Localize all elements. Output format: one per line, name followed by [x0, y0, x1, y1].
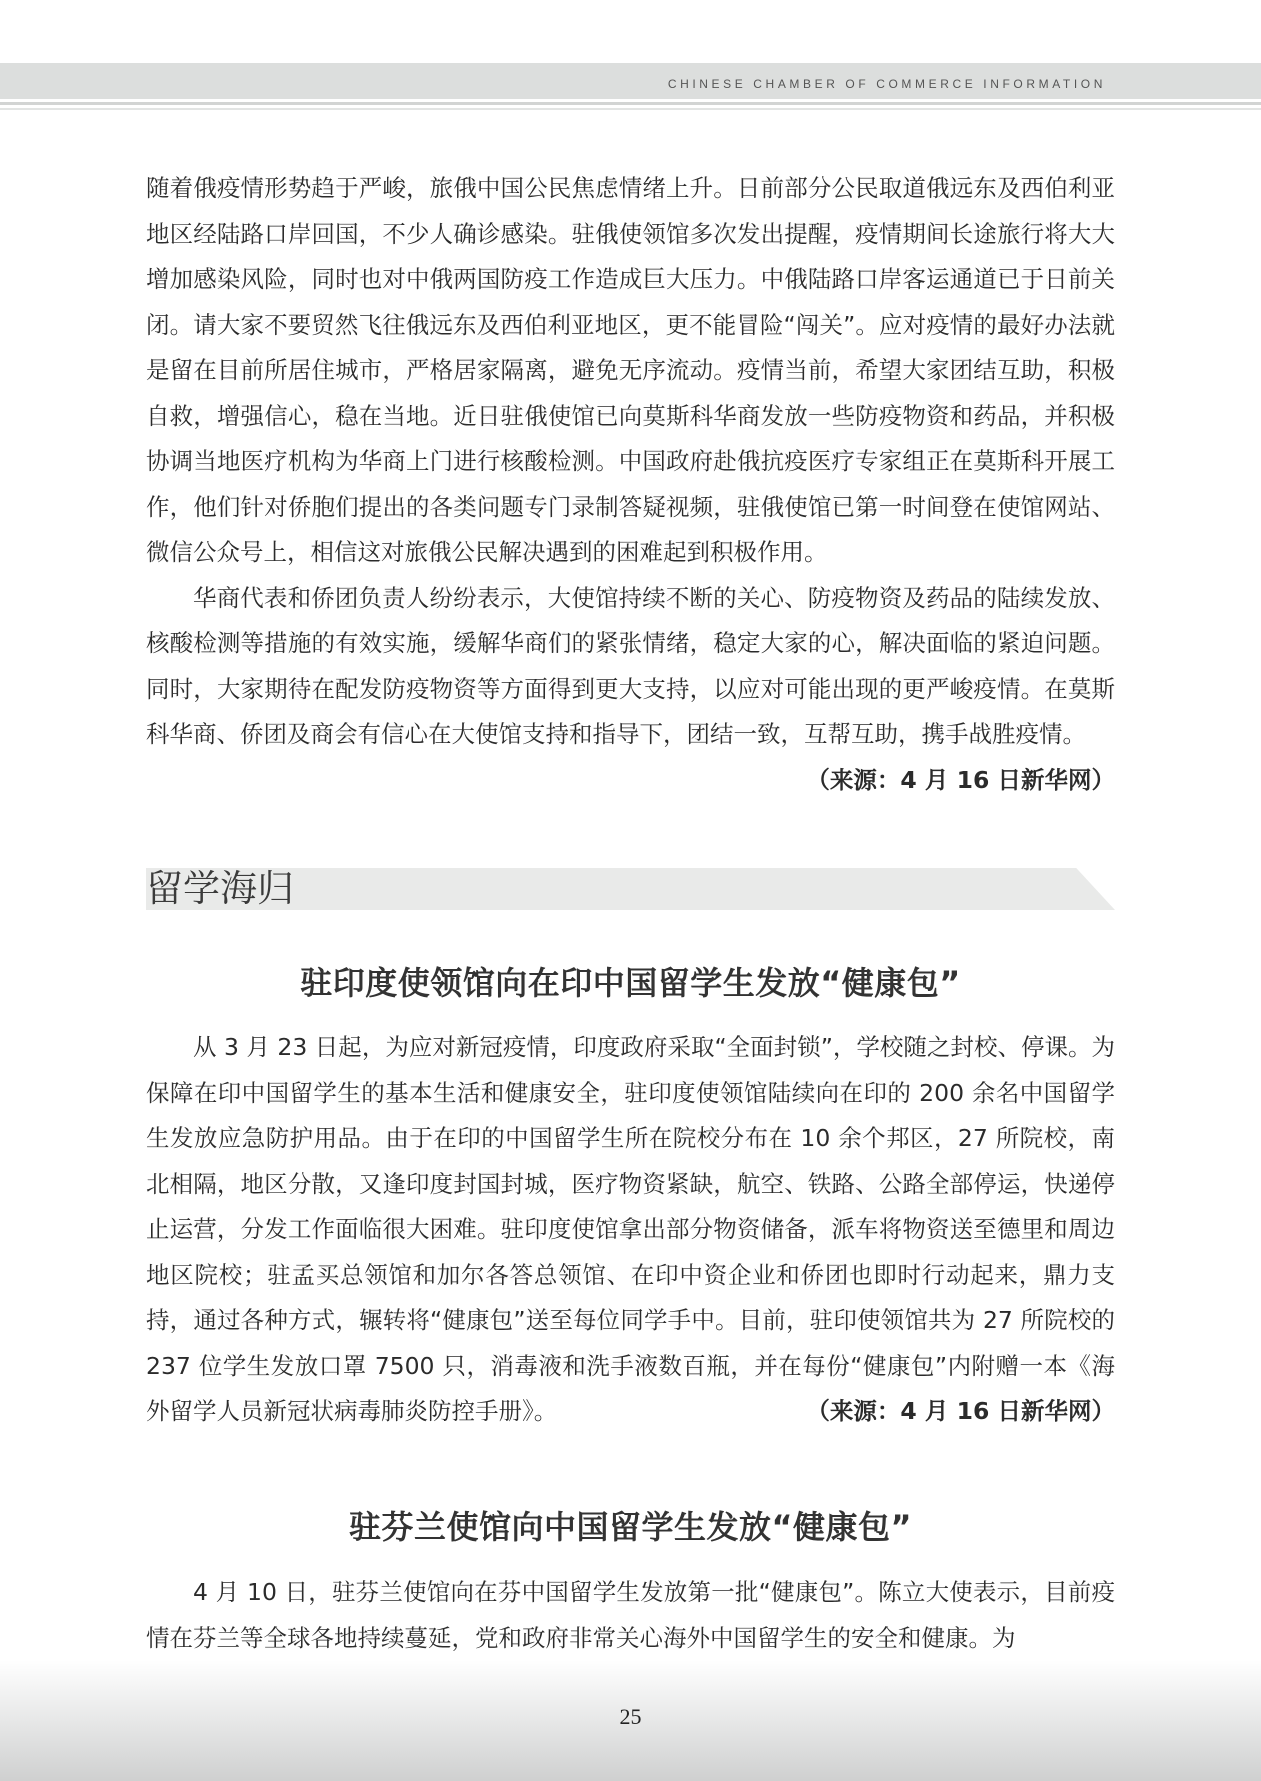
header-divider: [0, 102, 1261, 105]
paragraph: [146, 1025, 1115, 1435]
article-body: [146, 1025, 1115, 1435]
article-title: 驻印度使领馆向在印中国留学生发放“健康包”: [300, 964, 961, 1002]
page-number: 25: [619, 1704, 642, 1729]
previous-article-body: [146, 166, 1115, 803]
paragraph: 随着俄疫情形势趋于严峻，旅俄中国公民焦虑情绪上升。日前部分公民取道俄远东及西伯利亚地区经陆路口岸回国，不少人确诊感染。驻俄使领馆多次发出提醒，疫情期间长途旅行将大大增加感染风险，同时也对中俄两国防疫工作造成巨大压力。中俄陆路口岸客运通道已于日前关闭。请大家不要贸然飞往俄远东及西伯利亚地区，更不能冒险“闯关”。应对疫情的最好办法就是留在目前所居住城市，严格居家隔离，避免无序流动。疫情当前，希望大家团结互助，积极自救，增强信心，稳在当地。近日驻俄使馆已向莫斯科华商发放一些防疫物资和药品，并积极协调当地医疗机构为华商上门进行核酸检测。中国政府赴俄抗疫医疗专家组正在莫斯科开展工作，他们针对侨胞们提出的各类问题专门录制答疑视频，驻俄使馆已第一时间登在使馆网站、微信公众号上，相信这对旅俄公民解决遇到的困难起到积极作用。: [146, 174, 1115, 566]
header-divider-secondary: [0, 108, 1261, 110]
source-citation: （来源：4 月 16 日新华网）: [806, 1397, 1115, 1425]
publication-name: CHINESE CHAMBER OF COMMERCE INFORMATION: [667, 77, 1106, 91]
source-citation: （来源：4 月 16 日新华网）: [806, 765, 1115, 794]
section-title: 留学海归: [146, 867, 294, 910]
article-body: [146, 1570, 1115, 1661]
paragraph: [146, 576, 1115, 794]
paragraph-text: 华商代表和侨团负责人纷纷表示，大使馆持续不断的关心、防疫物资及药品的陆续发放、核酸检测等措施的有效实施，缓解华商们的紧张情绪，稳定大家的心，解决面临的紧迫问题。同时，大家期待在配发防疫物资等方面得到更大支持，以应对可能出现的更严峻疫情。在莫斯科华商、侨团及商会有信心在大使馆支持和指导下，团结一致，互帮互助，携手战胜疫情。: [146, 583, 1115, 748]
article-title: 驻芬兰使馆向中国留学生发放“健康包”: [348, 1508, 913, 1546]
paragraph-text: 从 3 月 23 日起，为应对新冠疫情，印度政府采取“全面封锁”，学校随之封校、停课。为保障在印中国留学生的基本生活和健康安全，驻印度使领馆陆续向在印的 200 余名中国留学生发放应急防护用品。由于在印的中国留学生所在院校分布在 10 余个邦区，27 所院校，南北相隔，地区分散，又逢印度封国封城，医疗物资紧缺，航空、铁路、公路全部停运，快递停止运营，分发工作面临很大困难。驻印度使馆拿出部分物资储备，派车将物资送至德里和周边地区院校；驻孟买总领馆和加尔各答总领馆、在印中资企业和侨团也即时行动起来，鼎力支持，通过各种方式，辗转将“健康包”送至每位同学手中。目前，驻印使领馆共为 27 所院校的 237 位学生发放口罩 7500 只，消毒液和洗手液数百瓶，并在每份“健康包”内附赠一本《海外留学人员新冠状病毒肺炎防控手册》。: [146, 1033, 1115, 1425]
paragraph: 4 月 10 日，驻芬兰使馆向在芬中国留学生发放第一批“健康包”。陈立大使表示，目前疫情在芬兰等全球各地持续蔓延，党和政府非常关心海外中国留学生的安全和健康。为: [146, 1578, 1115, 1652]
